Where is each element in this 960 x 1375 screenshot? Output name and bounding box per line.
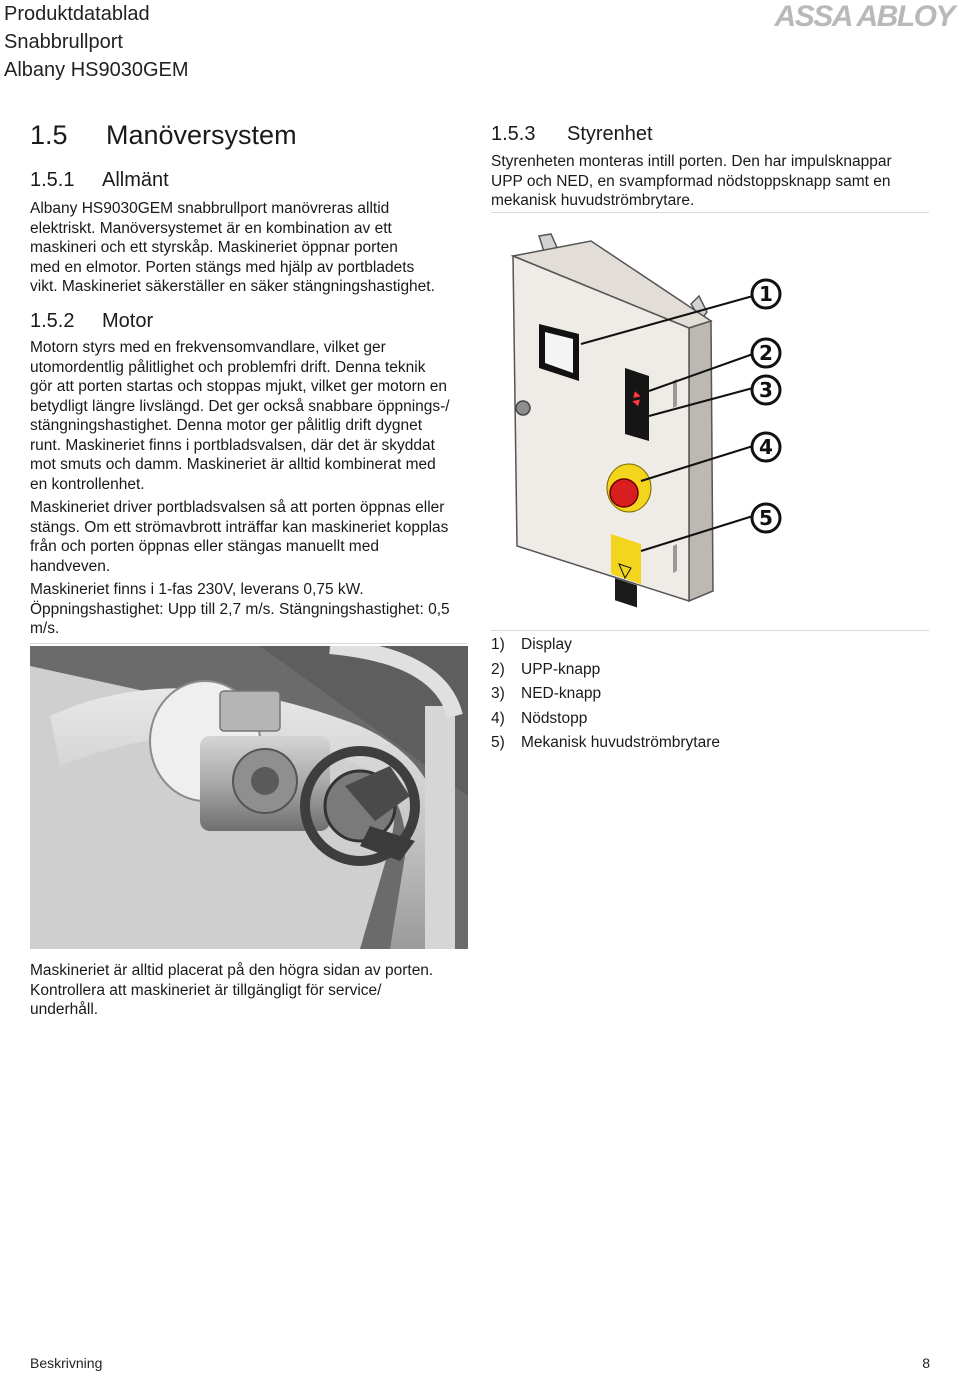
callout-number: 3: [759, 378, 773, 402]
callout-number: 4: [759, 435, 773, 459]
subsection-number: 1.5.3: [491, 123, 536, 145]
text-line: Maskineriet driver portbladsvalsen så att porten öppnas eller: [30, 499, 445, 516]
text-line: Öppningshastighet: Upp till 2,7 m/s. Stängningshastighet: 0,5: [30, 600, 450, 618]
brand-logo: ASSA ABLOY: [774, 0, 954, 33]
text-line: betydligt längre livslängd. Det ger också snabbare öppnings-/: [30, 397, 450, 415]
svg-text:▲▼: ▲▼: [630, 390, 644, 407]
text-line: stängs. Om ett strömavbrott inträffar kan maskineriet kopplas: [30, 518, 449, 536]
legend-item: 3) NED-knapp: [491, 685, 602, 702]
document-title: [4, 0, 189, 84]
text-line: med en elmotor. Porten stängs med hjälp av portbladets: [30, 258, 415, 276]
component-legend: [491, 633, 931, 756]
text-line: underhåll.: [30, 1001, 99, 1018]
text-line: Maskineriet är alltid placerat på den högra sidan av porten.: [30, 962, 434, 979]
section-heading: [30, 120, 297, 151]
callout-number: 1: [759, 282, 773, 306]
footer-label: Beskrivning: [30, 1355, 103, 1371]
section-title: Manöversystem: [106, 120, 297, 150]
text-line: utomordentlig pålitlighet och problemfri drift. Denna teknik: [30, 358, 426, 376]
text-line: Maskineriet finns i 1-fas 230V, leverans 0,75 kW.: [30, 581, 364, 598]
paragraph-motor-1: [30, 338, 470, 494]
subsection-number: 1.5.1: [30, 169, 75, 191]
paragraph-general: [30, 199, 470, 297]
text-line: Albany HS9030GEM snabbrullport manövreras alltid: [30, 200, 390, 217]
divider: [491, 212, 929, 213]
divider: [491, 630, 929, 631]
callout-number: 2: [759, 341, 773, 365]
text-line: m/s.: [30, 620, 60, 637]
motor-caption: [30, 961, 470, 1020]
page-number: 8: [922, 1355, 930, 1371]
text-line: vikt. Maskineriet säkerställer en säker stängningshastighet.: [30, 278, 435, 295]
subsection-title: Motor: [102, 310, 154, 332]
text-line: från och porten öppnas eller stängas manuellt med: [30, 538, 379, 555]
subsection-heading: [491, 123, 653, 146]
text-line: maskineri och ett styrskåp. Maskineriet öppnar porten: [30, 239, 398, 256]
subsection-heading: [30, 169, 169, 192]
paragraph-motor-3: [30, 580, 470, 639]
title-line: Snabbrullport: [4, 31, 123, 53]
text-line: Kontrollera att maskineriet är tillgängligt för service/: [30, 981, 382, 999]
paragraph-motor-2: [30, 498, 470, 576]
section-number: 1.5: [30, 120, 68, 150]
text-line: Styrenheten monteras intill porten. Den har impulsknappar: [491, 153, 892, 170]
text-line: handveven.: [30, 557, 111, 575]
text-line: UPP och NED, en svampformad nödstoppsknapp samt en: [491, 172, 891, 190]
subsection-title: Allmänt: [102, 169, 169, 191]
callout-number: 5: [759, 506, 773, 530]
subsection-title: Styrenhet: [567, 123, 653, 145]
text-line: elektriskt. Manöversystemet är en kombination av ett: [30, 219, 392, 237]
title-line: Albany HS9030GEM: [4, 59, 189, 81]
subsection-number: 1.5.2: [30, 310, 75, 332]
motor-illustration: [30, 646, 468, 949]
text-line: en kontrollenhet.: [30, 475, 145, 493]
legend-item: 2) UPP-knapp: [491, 660, 601, 678]
text-line: gör att porten startas och stoppas mjukt, vilket ger motorn en: [30, 378, 447, 395]
legend-item: 1) Display: [491, 636, 572, 653]
text-line: stängningshastighet. Denna motor ger pålitlig drift dygnet: [30, 417, 423, 434]
divider: [30, 643, 467, 644]
text-line: mekanisk huvudströmbrytare.: [491, 192, 695, 209]
legend-item: 4) Nödstopp: [491, 709, 588, 727]
control-unit-illustration: [491, 216, 931, 626]
text-line: mot smuts och damm. Maskineriet är alltid kombinerat med: [30, 456, 436, 473]
legend-item: 5) Mekanisk huvudströmbrytare: [491, 734, 720, 751]
subsection-heading: [30, 310, 153, 333]
text-line: Motorn styrs med en frekvensomvandlare, vilket ger: [30, 339, 386, 356]
paragraph-control-unit: [491, 152, 941, 211]
text-line: runt. Maskineriet finns i portbladsvalsen, där det är skyddat: [30, 436, 435, 454]
title-line: Produktdatablad: [4, 3, 150, 25]
